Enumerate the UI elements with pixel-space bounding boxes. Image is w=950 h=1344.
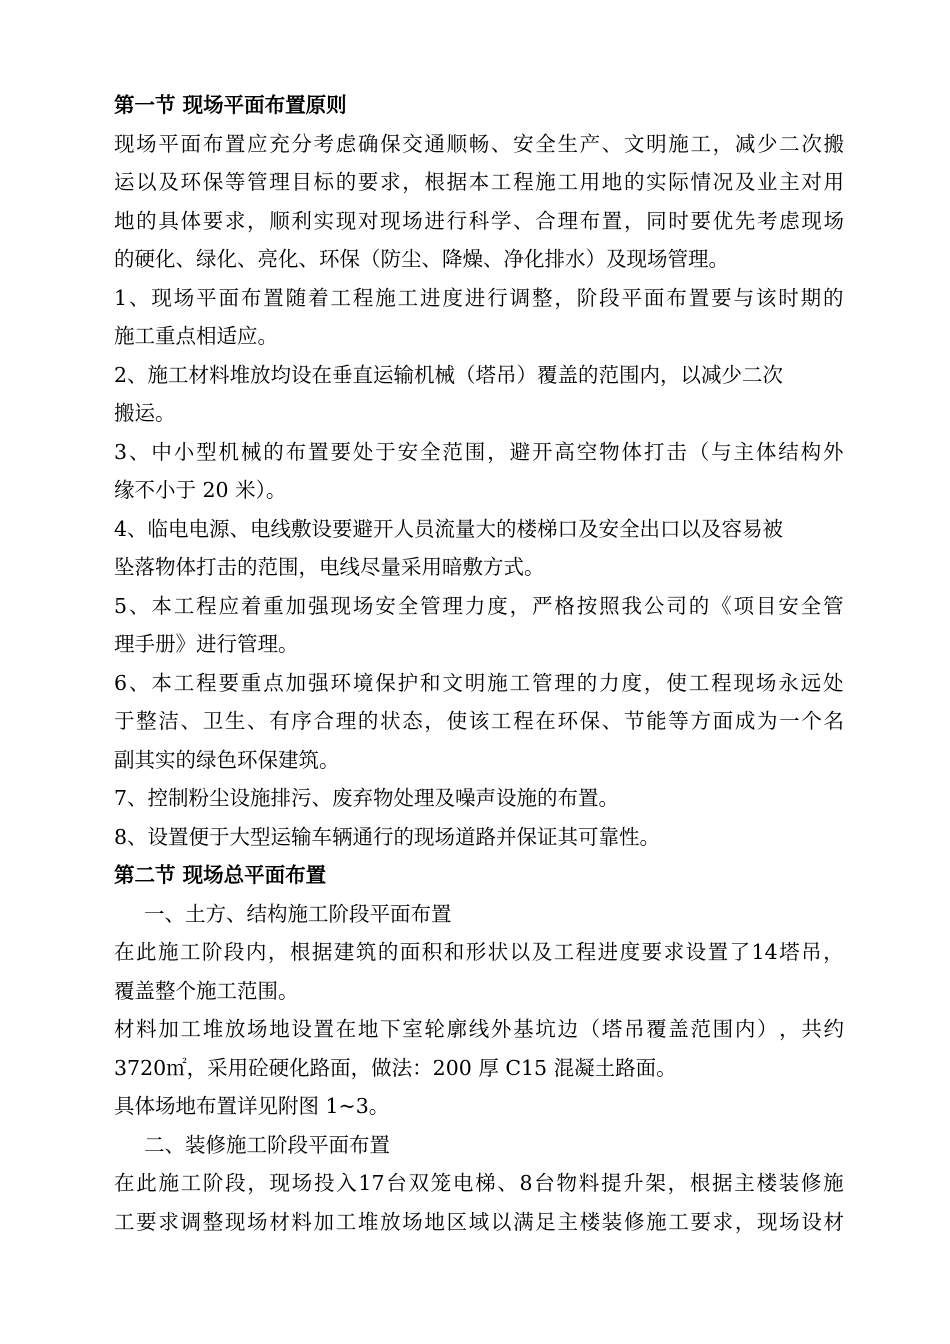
paragraph-line: 工 要 求 调 整 现 场 材 料 加 工 堆 放 场 地 区 域 以 满 足 主 楼 装 修 施 工 要 求 ， 现 场 设 材: [114, 1209, 844, 1234]
paragraph-line: 于 整 洁 、 卫 生 、 有 序 合 理 的 状 态 ， 使 该 工 程 在 环 保 、 节 能 等 方 面 成 为 一 个 名: [114, 709, 844, 733]
section-heading: 第一节 现场平面布置原则: [114, 93, 347, 117]
paragraph-line: 1 、 现 场 平 面 布 置 随 着 工 程 施 工 进 度 进 行 调 整 ， 阶 段 平 面 布 置 要 与 该 时 期 的: [114, 285, 844, 310]
paragraph-line: 理手册》进行管理。: [114, 632, 299, 656]
paragraph-line: 8、设置便于大型运输车辆通行的现场道路并保证其可靠性。: [114, 824, 661, 849]
paragraph-line: 缘不小于 20 米）。: [114, 478, 287, 502]
paragraph-line: 5 、 本 工 程 应 着 重 加 强 现 场 安 全 管 理 力 度 ， 严 格 按 照 我 公 司 的 《 项 目 安 全 管: [114, 593, 844, 618]
paragraph-line: 在 此 施 工 阶 段 ， 现 场 投 入 17 台 双 笼 电 梯 、 8 台 物 料 提 升 架 ， 根 据 主 楼 装 修 施: [114, 1171, 844, 1195]
paragraph-line: 具体场地布置详见附图 1~3。: [114, 1094, 390, 1118]
paragraph-line: 3 、 中 小 型 机 械 的 布 置 要 处 于 安 全 范 围 ， 避 开 高 空 物 体 打 击 （ 与 主 体 结 构 外: [114, 439, 844, 464]
paragraph-line: 2、施工材料堆放均设在垂直运输机械（塔吊）覆盖的范围内，以减少二次: [114, 362, 784, 387]
paragraph-line: 地 的 具 体 要 求 ， 顺 利 实 现 对 现 场 进 行 科 学 、 合 理 布 置 ， 同 时 要 优 先 考 虑 现 场: [114, 208, 844, 233]
paragraph-line: 坠落物体打击的范围，电线尽量采用暗敷方式。: [114, 555, 545, 579]
paragraph-line: 3720㎡，采用砼硬化路面，做法：200 厚 C15 混凝土路面。: [114, 1055, 677, 1080]
paragraph-line: 一、土方、结构施工阶段平面布置: [144, 901, 452, 926]
paragraph-line: 搬运。: [114, 401, 176, 425]
section-heading: 第二节 现场总平面布置: [114, 863, 327, 887]
paragraph-line: 运 以 及 环 保 等 管 理 目 标 的 要 求 ， 根 据 本 工 程 施 工 用 地 的 实 际 情 况 及 业 主 对 用: [114, 170, 844, 194]
paragraph-line: 材 料 加 工 堆 放 场 地 设 置 在 地 下 室 轮 廓 线 外 基 坑 边 （ 塔 吊 覆 盖 范 围 内 ） ， 共 约: [114, 1017, 844, 1041]
paragraph-line: 二、装修施工阶段平面布置: [144, 1132, 390, 1157]
document-page: [114, 86, 844, 1241]
paragraph-line: 4、临电电源、电线敷设要避开人员流量大的楼梯口及安全出口以及容易被: [114, 516, 784, 541]
paragraph-line: 现 场 平 面 布 置 应 充 分 考 虑 确 保 交 通 顺 畅 、 安 全 生 产 、 文 明 施 工 ， 减 少 二 次 搬: [114, 131, 844, 156]
paragraph-line: 覆盖整个施工范围。: [114, 978, 299, 1003]
paragraph-line: 7、控制粉尘设施排污、废弃物处理及噪声设施的布置。: [114, 786, 620, 810]
paragraph-line: 在 此 施 工 阶 段 内 ， 根 据 建 筑 的 面 积 和 形 状 以 及 工 程 进 度 要 求 设 置 了 14 塔 吊 ，: [114, 940, 844, 964]
paragraph-line: 6 、 本 工 程 要 重 点 加 强 环 境 保 护 和 文 明 施 工 管 理 的 力 度 ， 使 工 程 现 场 永 远 处: [114, 670, 844, 695]
paragraph-line: 副其实的绿色环保建筑。: [114, 747, 340, 772]
paragraph-line: 施工重点相适应。: [114, 324, 278, 348]
paragraph-line: 的硬化、绿化、亮化、环保（防尘、降燥、净化排水）及现场管理。: [114, 247, 729, 271]
